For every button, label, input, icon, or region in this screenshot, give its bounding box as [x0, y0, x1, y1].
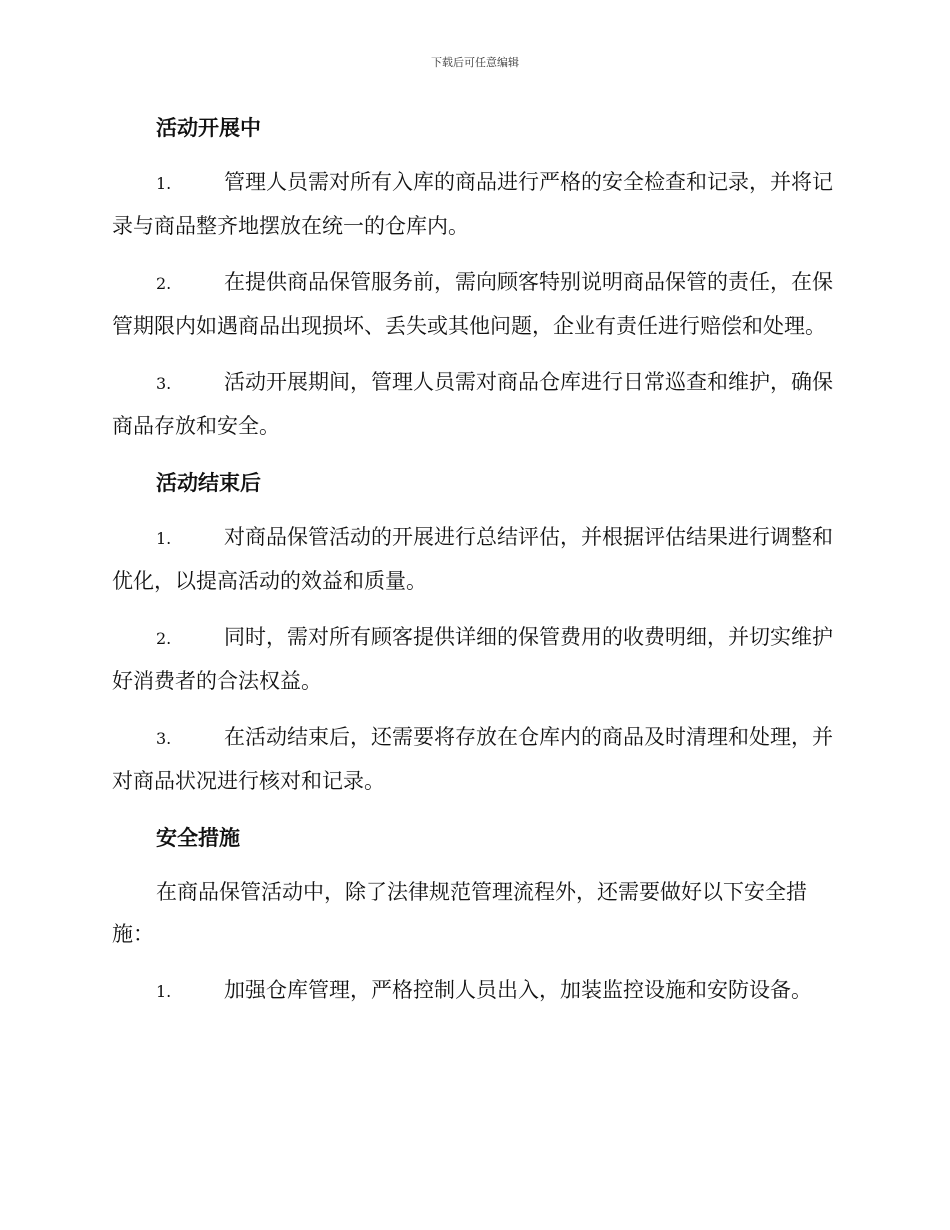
item-number: 2.: [156, 274, 172, 293]
section-heading: 活动开展中: [156, 116, 261, 140]
item-number: 1.: [156, 529, 172, 548]
item-text: 管理人员需对所有入库的商品进行严格的安全检查和记录，并将记录与商品整齐地摆放在统一的仓库内。: [112, 170, 833, 238]
item-text: 在提供商品保管服务前，需向顾客特别说明商品保管的责任，在保管期限内如遇商品出现损坏、丢失或其他问题，企业有责任进行赔偿和处理。: [112, 270, 833, 338]
intro-paragraph: 在商品保管活动中，除了法律规范管理流程外，还需要做好以下安全措施：: [112, 880, 807, 946]
item-text: 加强仓库管理，严格控制人员出入，加装监控设施和安防设备。: [224, 978, 812, 1002]
section-heading: 安全措施: [156, 826, 240, 850]
item-number: 1.: [156, 174, 172, 193]
list-item: [112, 361, 834, 447]
item-text: 对商品保管活动的开展进行总结评估，并根据评估结果进行调整和优化，以提高活动的效益和质量。: [112, 525, 833, 593]
list-item: [112, 161, 834, 247]
page-header: 下载后可任意编辑: [431, 56, 519, 69]
list-item: [112, 261, 834, 347]
list-item: [112, 616, 834, 702]
item-text: 在活动结束后，还需要将存放在仓库内的商品及时清理和处理，并对商品状况进行核对和记录。: [112, 725, 833, 793]
item-number: 3.: [156, 729, 172, 748]
item-number: 1.: [156, 982, 172, 1001]
item-number: 3.: [156, 374, 172, 393]
item-text: 活动开展期间，管理人员需对商品仓库进行日常巡查和维护，确保商品存放和安全。: [112, 370, 833, 438]
document-body: [112, 106, 834, 1027]
list-item: [112, 969, 834, 1013]
item-number: 2.: [156, 629, 172, 648]
section-heading: 活动结束后: [156, 471, 261, 495]
list-item: [112, 716, 834, 802]
list-item: [112, 516, 834, 602]
item-text: 同时，需对所有顾客提供详细的保管费用的收费明细，并切实维护好消费者的合法权益。: [112, 625, 833, 693]
